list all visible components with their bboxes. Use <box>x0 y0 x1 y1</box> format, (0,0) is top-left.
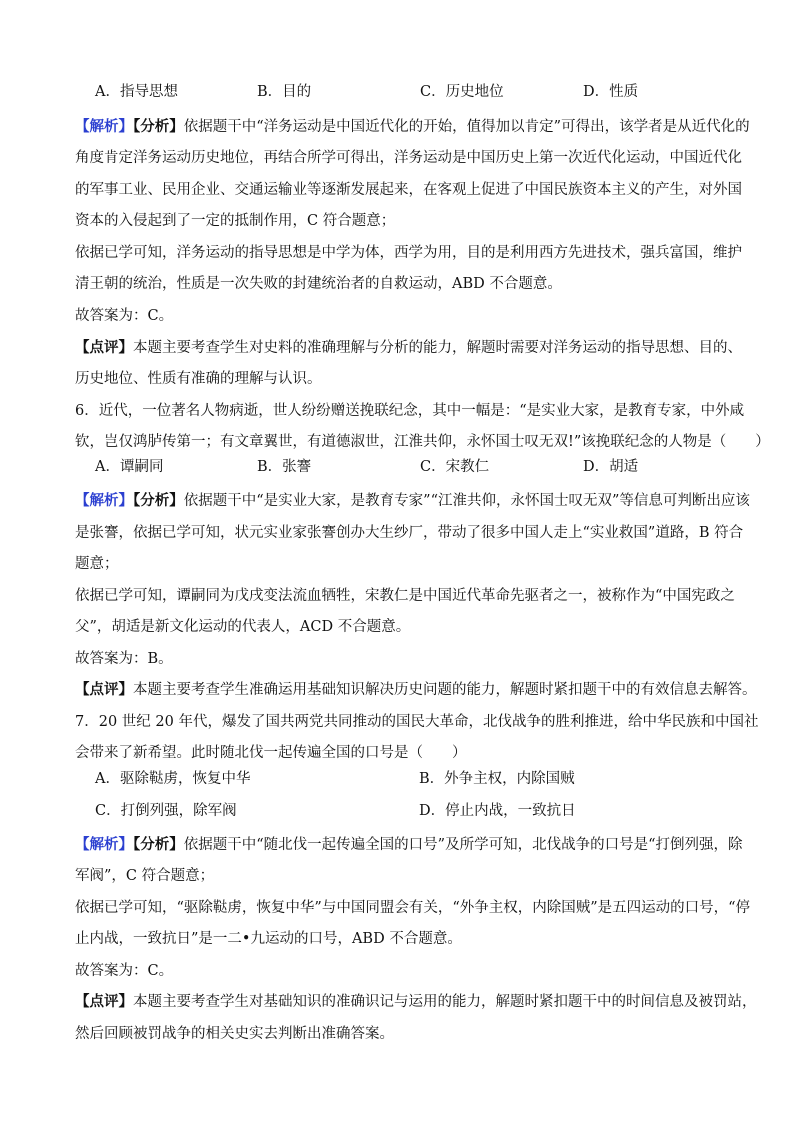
q5-option-b: B．目的 <box>257 84 312 100</box>
q6-analysis-line-2: 是张謇，依据已学可知，状元实业家张謇创办大生纱厂，带动了很多中国人走上“实业救国”道路，B 符合 <box>75 525 744 541</box>
q7-comment-line-2: 然后回顾被罚战争的相关史实去判断出准确答案。 <box>75 1026 394 1042</box>
q5-analysis-line-5: 依据已学可知，洋务运动的指导思想是中学为体，西学为用，目的是利用西方先进技术，强兵富国，维护 <box>75 245 742 261</box>
q6-stem-line-2: 钦，岂仅鸿胪传第一；有文章翼世，有道德淑世，江淮共仰，永怀国士叹无双!”该挽联纪念的人物是（ ） <box>75 434 770 450</box>
q5-option-c: C．历史地位 <box>420 84 504 100</box>
q5-option-a: A．指导思想 <box>95 84 178 100</box>
q5-comment-line-1: 【点评】本题主要考查学生对史料的准确理解与分析的能力，解题时需要对洋务运动的指导思想、目的、 <box>75 339 742 356</box>
q6-option-a: A．谭嗣同 <box>95 459 164 475</box>
q5-analysis-line-6: 清王朝的统治，性质是一次失败的封建统治者的自救运动，ABD 不合题意。 <box>75 276 562 292</box>
q7-option-d: D．停止内战，一致抗日 <box>419 803 576 819</box>
q7-analysis-line-3: 依据已学可知，“驱除鞑虏，恢复中华”与中国同盟会有关，“外争主权，内除国贼”是五四运动的口号，“停 <box>75 900 751 916</box>
q5-analysis-line-1: 【解析】【分析】依据题干中“洋务运动是中国近代化的开始，值得加以肯定”可得出，该学者是从近代化的 <box>75 118 750 135</box>
q5-option-d: D．性质 <box>583 84 639 100</box>
q5-analysis-line-4: 资本的入侵起到了一定的抵制作用，C 符合题意； <box>75 213 396 229</box>
q6-analysis-line-1: 【解析】【分析】依据题干中“是实业大家，是教育专家”“江淮共仰，永怀国士叹无双”等信息可判断出应该 <box>75 492 750 509</box>
q5-analysis-tag: 【解析】 <box>75 118 133 135</box>
q5-analysis-line-3: 的军事工业、民用企业、交通运输业等逐渐发展起来，在客观上促进了中国民族资本主义的产生，对外国 <box>75 182 742 198</box>
q6-stem-line-1: 6．近代，一位著名人物病逝，世人纷纷赠送挽联纪念，其中一幅是：“是实业大家，是教育专家，中外咸 <box>75 403 745 419</box>
q7-analysis-line-1: 【解析】【分析】依据题干中“随北伐一起传遍全国的口号”及所学可知，北伐战争的口号是“打倒列强，除 <box>75 836 743 853</box>
q7-stem-line-1: 7．20 世纪 20 年代，爆发了国共两党共同推动的国民大革命，北伐战争的胜利推进，给中华民族和中国社 <box>75 714 759 730</box>
q6-analysis-line-5: 父”，胡适是新文化运动的代表人，ACD 不合题意。 <box>75 619 411 635</box>
q6-option-d: D．胡适 <box>583 459 639 475</box>
q7-answer: 故答案为：C。 <box>75 963 174 979</box>
q6-answer: 故答案为：B。 <box>75 651 173 667</box>
q6-analysis-line-3: 题意； <box>75 556 119 572</box>
q7-stem-line-2: 会带来了新希望。此时随北伐一起传遍全国的口号是（ ） <box>75 745 467 761</box>
q6-option-c: C．宋教仁 <box>420 459 490 475</box>
q7-option-b: B．外争主权，内除国贼 <box>419 771 575 787</box>
q7-analysis-line-2: 军阀”，C 符合题意； <box>75 868 215 884</box>
q7-option-c: C．打倒列强，除军阀 <box>95 803 237 819</box>
q5-analysis-line-2: 角度肯定洋务运动历史地位，再结合所学可得出，洋务运动是中国历史上第一次近代化运动，中国近代化 <box>75 150 742 166</box>
q6-analysis-line-4: 依据已学可知，谭嗣同为戊戌变法流血牺牲，宋教仁是中国近代革命先驱者之一，被称作为“中国宪政之 <box>75 588 735 604</box>
q7-comment-line-1: 【点评】本题主要考查学生对基础知识的准确识记与运用的能力，解题时紧扣题干中的时间信息及被罚站， <box>75 993 757 1010</box>
q7-option-a: A．驱除鞑虏，恢复中华 <box>95 771 251 787</box>
q7-analysis-line-4: 止内战，一致抗日”是一二•九运动的口号，ABD 不合题意。 <box>75 931 462 947</box>
q6-option-b: B．张謇 <box>257 459 312 475</box>
q6-comment: 【点评】本题主要考查学生准确运用基础知识解决历史问题的能力，解题时紧扣题干中的有效信息去解答。 <box>75 681 757 698</box>
q5-comment-line-2: 历史地位、性质有准确的理解与认识。 <box>75 371 322 387</box>
q6-analysis-tag: 【解析】 <box>75 492 133 509</box>
q7-analysis-tag: 【解析】 <box>75 836 133 853</box>
q5-answer: 故答案为：C。 <box>75 308 174 324</box>
